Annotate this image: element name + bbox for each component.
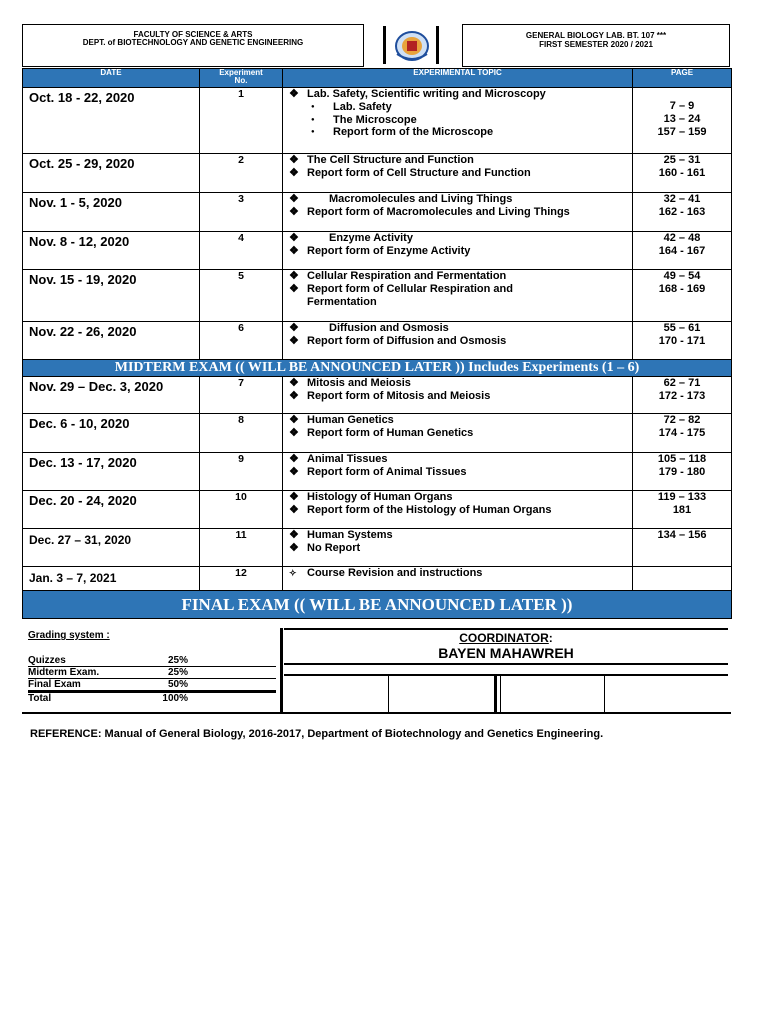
diamond-bullet-icon: ❖ [289,414,299,426]
diamond-bullet-icon: ❖ [289,503,299,516]
footer-section [22,628,731,714]
row-date: Dec. 20 - 24, 2020 [23,491,200,529]
row-experiment-no: 1 [200,88,283,154]
diamond-bullet-icon: ❖ [289,244,299,257]
document-header [22,24,730,67]
table-row [23,491,732,529]
diamond-bullet-icon: ❖ [289,426,299,439]
row-experiment-no: 10 [200,491,283,529]
row-date: Nov. 1 - 5, 2020 [23,193,200,232]
table-row [23,567,732,591]
row-topic: ❖ Human Systems ❖ No Report [283,529,633,567]
experiment-no-header: Experiment No. [200,69,283,88]
table-row [23,377,732,414]
diamond-bullet-icon: ❖ [289,154,299,166]
diamond-bullet-icon: ❖ [289,270,299,282]
grading-title: Grading system : [28,630,110,641]
topic-header: EXPERIMENTAL TOPIC [283,69,633,88]
row-topic: ❖ Animal Tissues ❖ Report form of Animal Tissues [283,453,633,491]
row-pages: 119 – 133 181 [633,491,732,529]
table-row [23,414,732,453]
row-experiment-no: 9 [200,453,283,491]
diamond-bullet-icon: ❖ [289,334,299,347]
date-header: DATE [23,69,200,88]
row-experiment-no: 3 [200,193,283,232]
row-pages: 42 – 48 164 - 167 [633,232,732,270]
row-topic: ✧ Course Revision and instructions [283,567,633,591]
diamond-bullet-icon: ❖ [289,541,299,554]
faculty-name: FACULTY OF SCIENCE & ARTS [133,30,253,39]
row-experiment-no: 11 [200,529,283,567]
diamond-bullet-icon: ❖ [289,529,299,541]
table-row [23,88,732,154]
page-header: PAGE [633,69,732,88]
diamond-bullet-icon: ❖ [289,389,299,402]
table-row [23,529,732,567]
schedule-table [22,68,732,619]
row-date: Oct. 25 - 29, 2020 [23,154,200,193]
final-text: FINAL EXAM (( WILL BE ANNOUNCED LATER )) [23,591,732,619]
table-row [23,154,732,193]
four-point-star-icon: ✧ [289,568,297,578]
diamond-bullet-icon: ❖ [289,377,299,389]
row-pages: 49 – 54 168 - 169 [633,270,732,322]
row-topic: ❖ Human Genetics ❖ Report form of Human Genetics [283,414,633,453]
row-experiment-no: 8 [200,414,283,453]
grade-row: Final Exam 50% [28,679,276,691]
course-title: GENERAL BIOLOGY LAB. BT. 107 *** [525,31,667,40]
row-date: Dec. 13 - 17, 2020 [23,453,200,491]
row-date: Nov. 22 - 26, 2020 [23,322,200,360]
row-experiment-no: 7 [200,377,283,414]
midterm-banner [23,360,732,377]
row-pages: 32 – 41 162 - 163 [633,193,732,232]
sub-item: ● Report form of the Microscope [289,126,632,139]
grading-system [28,630,276,704]
grade-row: Quizzes 25% [28,655,276,667]
sub-item: ● Lab. Safety [289,101,632,114]
sub-item: ● The Microscope [289,114,632,127]
row-experiment-no: 4 [200,232,283,270]
diamond-bullet-icon: ❖ [289,193,299,205]
row-pages: 25 – 31 160 - 161 [633,154,732,193]
diamond-bullet-icon: ❖ [289,166,299,179]
coordinator-label: COORDINATOR: [459,631,553,645]
row-date: Nov. 15 - 19, 2020 [23,270,200,322]
reference-text: REFERENCE: Manual of General Biology, 2016-2017, Department of Biotechnology and Genetics Engineering. [30,728,604,740]
diamond-bullet-icon: ❖ [289,465,299,478]
final-banner [23,591,732,619]
row-topic: ❖ Enzyme Activity ❖ Report form of Enzyme Activity [283,232,633,270]
diamond-bullet-icon: ❖ [289,205,299,218]
row-pages: 62 – 71 172 - 173 [633,377,732,414]
grade-row: Midterm Exam. 25% [28,667,276,679]
grade-total-row: Total 100% [28,691,276,704]
semester: FIRST SEMESTER 2020 / 2021 [539,40,653,49]
table-row [23,232,732,270]
table-row [23,322,732,360]
row-date: Jan. 3 – 7, 2021 [23,567,200,591]
row-pages: 55 – 61 170 - 171 [633,322,732,360]
row-date: Oct. 18 - 22, 2020 [23,88,200,154]
crest-icon [393,28,431,64]
coordinator-box [284,628,728,665]
university-logo [367,26,457,64]
row-experiment-no: 5 [200,270,283,322]
row-pages: 7 – 9 13 – 24 157 – 159 [633,88,732,154]
row-pages [633,567,732,591]
table-row [23,453,732,491]
row-topic: ❖ Macromolecules and Living Things ❖ Report form of Macromolecules and Living Things [283,193,633,232]
row-date: Nov. 29 – Dec. 3, 2020 [23,377,200,414]
table-row [23,270,732,322]
divider [22,712,731,714]
divider [280,628,283,714]
diamond-bullet-icon: ❖ [289,232,299,244]
row-topic: ❖ Mitosis and Meiosis ❖ Report form of Mitosis and Meiosis [283,377,633,414]
row-date: Dec. 6 - 10, 2020 [23,414,200,453]
row-topic: ❖ The Cell Structure and Function ❖ Report form of Cell Structure and Function [283,154,633,193]
row-date: Nov. 8 - 12, 2020 [23,232,200,270]
row-experiment-no: 6 [200,322,283,360]
diamond-bullet-icon: ❖ [289,491,299,503]
diamond-bullet-icon: ❖ [289,282,299,295]
coordinator-name: BAYEN MAHAWREH [438,645,574,661]
row-pages: 105 – 118 179 - 180 [633,453,732,491]
row-date: Dec. 27 – 31, 2020 [23,529,200,567]
department-name: DEPT. of BIOTECHNOLOGY AND GENETIC ENGINEERING [82,38,304,47]
row-pages: 134 – 156 [633,529,732,567]
table-header [23,69,732,88]
diamond-bullet-icon: ❖ [289,88,299,100]
diamond-bullet-icon: ❖ [289,322,299,334]
row-topic: ❖ Histology of Human Organs ❖ Report form of the Histology of Human Organs [283,491,633,529]
row-experiment-no: 12 [200,567,283,591]
course-box [462,24,730,67]
midterm-text: MIDTERM EXAM (( WILL BE ANNOUNCED LATER )) Includes Experiments (1 – 6) [23,360,732,377]
row-topic: ❖ Cellular Respiration and Fermentation ❖ Report form of Cellular Respiration and Fermentation [283,270,633,322]
diamond-bullet-icon: ❖ [289,453,299,465]
row-topic: ❖ Diffusion and Osmosis ❖ Report form of Diffusion and Osmosis [283,322,633,360]
table-row [23,193,732,232]
row-topic: ❖ Lab. Safety, Scientific writing and Microscopy ● Lab. Safety ● The Microscope ● Report form of the Microscope [283,88,633,154]
faculty-box [22,24,364,67]
signature-grid [284,674,728,713]
row-pages: 72 – 82 174 - 175 [633,414,732,453]
row-experiment-no: 2 [200,154,283,193]
